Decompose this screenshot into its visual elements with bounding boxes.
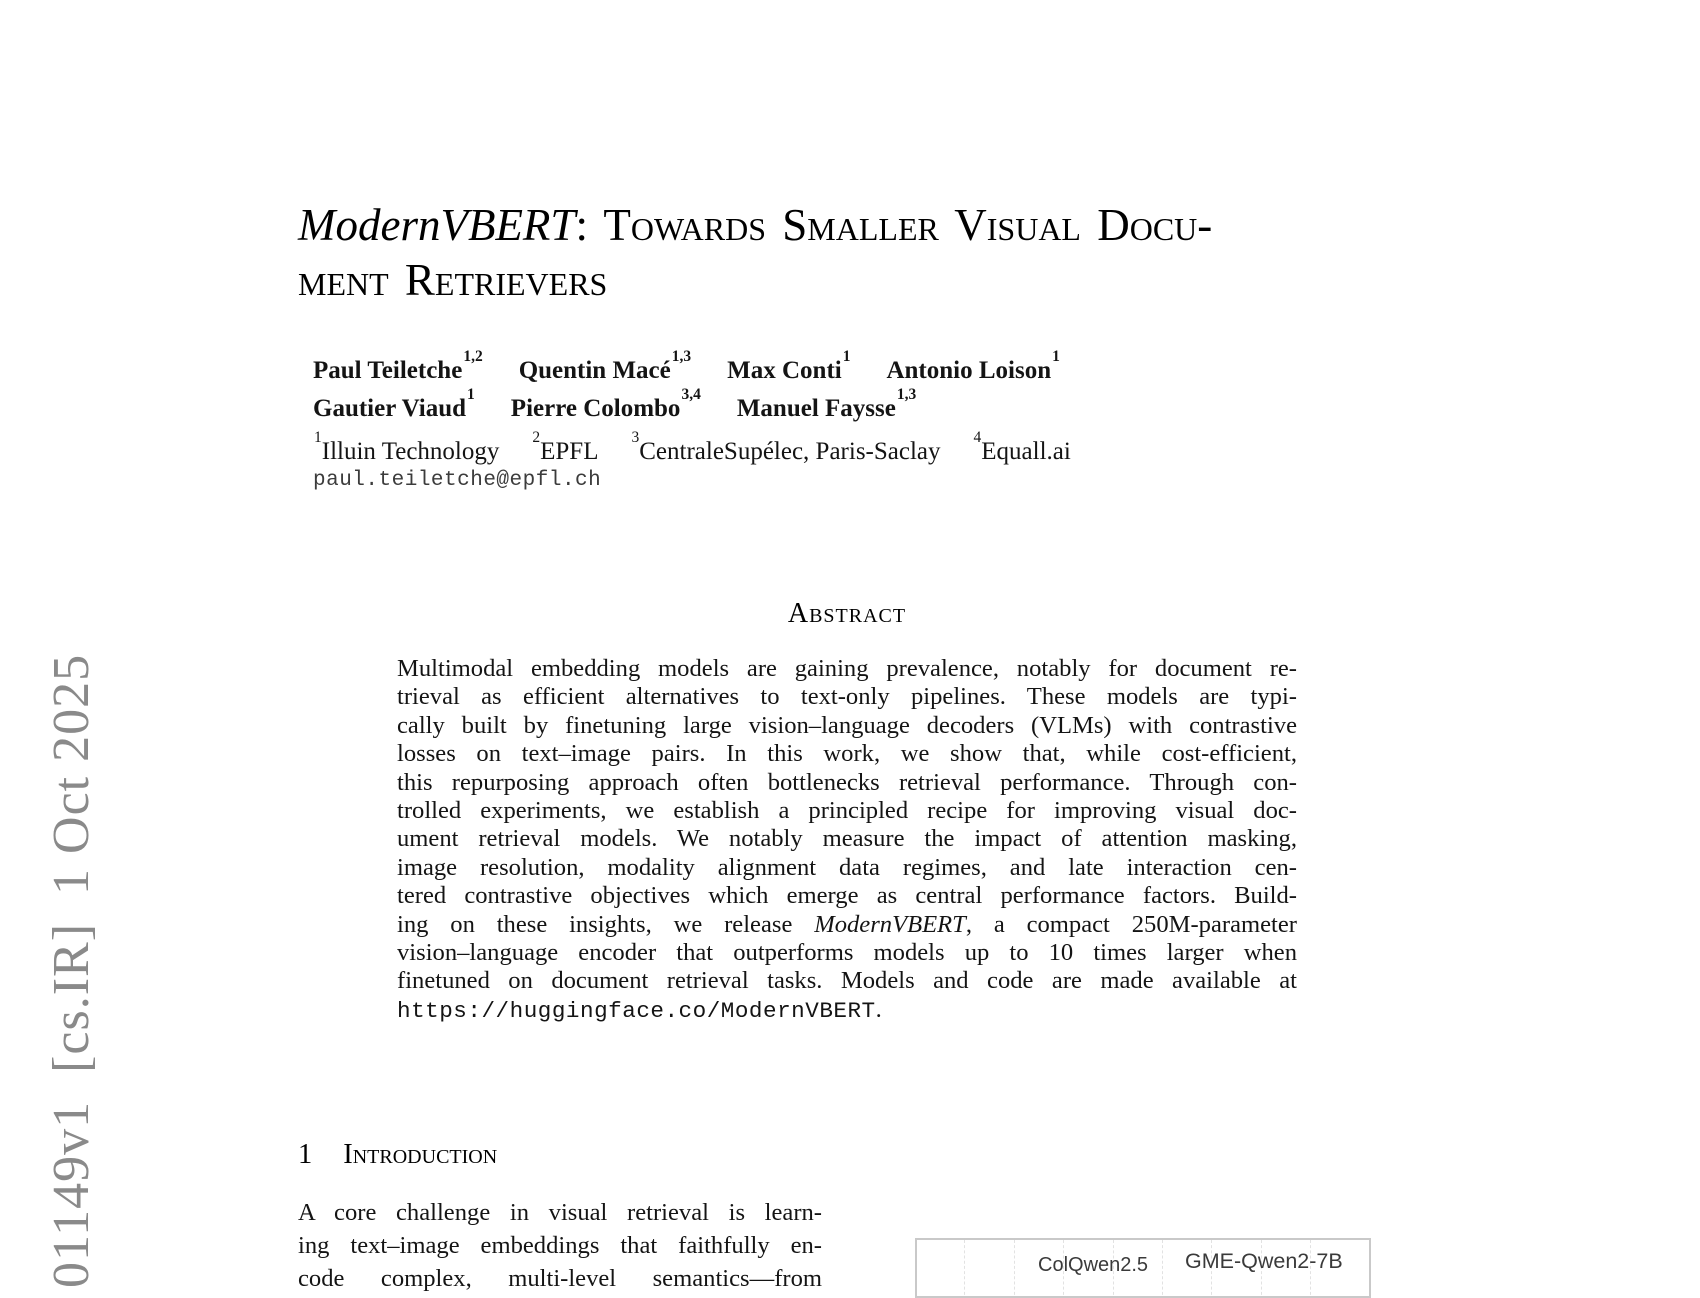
affiliation-superscript: 3 — [631, 429, 640, 447]
huggingface-link[interactable]: https://huggingface.co/ModernVBERT — [397, 997, 876, 1024]
author: Gautier Viaud$^1$ — [313, 385, 475, 422]
abstract-line — [397, 911, 1297, 939]
abstract-text: image resolution, modality alignment data regimes, and late interaction cen- — [397, 853, 1297, 881]
abstract-line — [397, 712, 1297, 740]
section-heading-introduction — [298, 1139, 497, 1171]
abstract-line — [397, 939, 1297, 967]
author: Manuel Faysse$^{1,3}$ — [736, 385, 917, 422]
abstract-text: tered contrastive objectives which emerge as central performance factors. Build- — [397, 882, 1297, 910]
author-affiliation-superscript: 1 — [842, 348, 851, 366]
section-title: Introduction — [343, 1139, 498, 1170]
introduction-line: A core challenge in visual retrieval is learn- — [298, 1199, 822, 1226]
author: Pierre Colombo$^{3,4}$ — [510, 385, 701, 422]
author-affiliation-superscript: 1,2 — [463, 348, 483, 366]
abstract-line — [397, 996, 1297, 1025]
abstract-line — [397, 967, 1297, 995]
introduction-paragraph — [298, 1196, 822, 1295]
abstract-text: cally built by finetuning large vision–language decoders (VLMs) with contrastive — [397, 711, 1297, 739]
author-row-1 — [313, 349, 1313, 386]
introduction-line: code complex, multi-level semantics—from — [298, 1265, 822, 1292]
affiliation: $^3$CentraleSupélec, Paris-Saclay — [631, 429, 941, 466]
abstract-line — [397, 683, 1297, 711]
affiliation: $^4$Equall.ai — [973, 429, 1071, 466]
author-row-2 — [313, 386, 1313, 423]
author-affiliation-superscript: 1 — [467, 385, 475, 403]
abstract-text: ument retrieval models. We notably measure the impact of attention masking, — [397, 825, 1297, 853]
paper-title-line1 — [298, 198, 1308, 253]
plot-gridline — [1014, 1240, 1015, 1298]
author: Paul Teiletche$^{1,2}$ — [313, 348, 483, 385]
author: Antonio Loison$^1$ — [886, 348, 1060, 385]
plot-point-label: GME-Qwen2-7B — [1185, 1249, 1343, 1273]
abstract-line — [397, 797, 1297, 825]
author-affiliation-superscript: 3,4 — [681, 385, 701, 403]
abstract-text: ing on these insights, we release — [397, 910, 815, 938]
abstract-text: trieval as efficient alternatives to text-only pipelines. These models are typi- — [397, 683, 1297, 711]
abstract-heading: Abstract — [787, 598, 907, 629]
abstract-line — [397, 740, 1297, 768]
abstract-line — [397, 769, 1297, 797]
affiliation: $^2$EPFL — [532, 429, 599, 466]
affiliation-superscript: 4 — [973, 429, 982, 447]
arxiv-watermark: 01149v1 [cs.IR] 1 Oct 2025 — [43, 653, 100, 1288]
section-number: 1 — [298, 1139, 313, 1170]
author-list — [313, 349, 1313, 424]
abstract-text: this repurposing approach often bottlenecks retrieval performance. Through con- — [397, 768, 1297, 796]
abstract-text: . — [875, 995, 882, 1023]
figure-plot-fragment — [915, 1238, 1371, 1298]
introduction-line: ing text–image embeddings that faithfully en- — [298, 1232, 822, 1259]
abstract-line — [397, 882, 1297, 910]
abstract-text: finetuned on document retrieval tasks. Models and code are made available at — [397, 967, 1297, 995]
abstract-text: trolled experiments, we establish a principled recipe for improving visual doc- — [397, 797, 1297, 825]
affiliation-superscript: 1 — [314, 429, 322, 447]
plot-gridline — [1162, 1240, 1163, 1298]
abstract-text: Multimodal embedding models are gaining prevalence, notably for document re- — [397, 655, 1297, 682]
abstract-text: , a compact 250M-parameter — [965, 910, 1297, 938]
abstract-body — [397, 655, 1297, 1025]
title-line1-rest: : Towards Smaller Visual Docu- — [575, 200, 1213, 250]
plot-point-label: ColQwen2.5 — [1038, 1254, 1149, 1276]
abstract-line — [397, 655, 1297, 683]
author: Max Conti$^1$ — [727, 348, 851, 385]
author-affiliation-superscript: 1,3 — [671, 348, 692, 366]
affiliation-superscript: 2 — [532, 429, 541, 447]
affiliation: $^1$Illuin Technology — [314, 429, 500, 466]
contact-email: paul.teiletche@epfl.ch — [313, 469, 602, 492]
abstract-text: losses on text–image pairs. In this work, we show that, while cost-efficient, — [397, 740, 1297, 768]
abstract-text: ModernVBERT — [814, 910, 966, 938]
abstract-line — [397, 854, 1297, 882]
paper-title-line2: ment Retrievers — [298, 255, 608, 305]
author-affiliation-superscript: 1 — [1052, 348, 1060, 366]
author: Quentin Macé$^{1,3}$ — [518, 348, 692, 385]
paper-title — [298, 198, 1308, 308]
abstract-line — [397, 825, 1297, 853]
title-modernvbert: ModernVBERT — [298, 200, 576, 250]
plot-gridline — [964, 1240, 965, 1298]
author-affiliation-superscript: 1,3 — [896, 385, 917, 403]
affiliation-list — [313, 429, 1313, 466]
abstract-text: vision–language encoder that outperforms models up to 10 times larger when — [397, 939, 1297, 967]
